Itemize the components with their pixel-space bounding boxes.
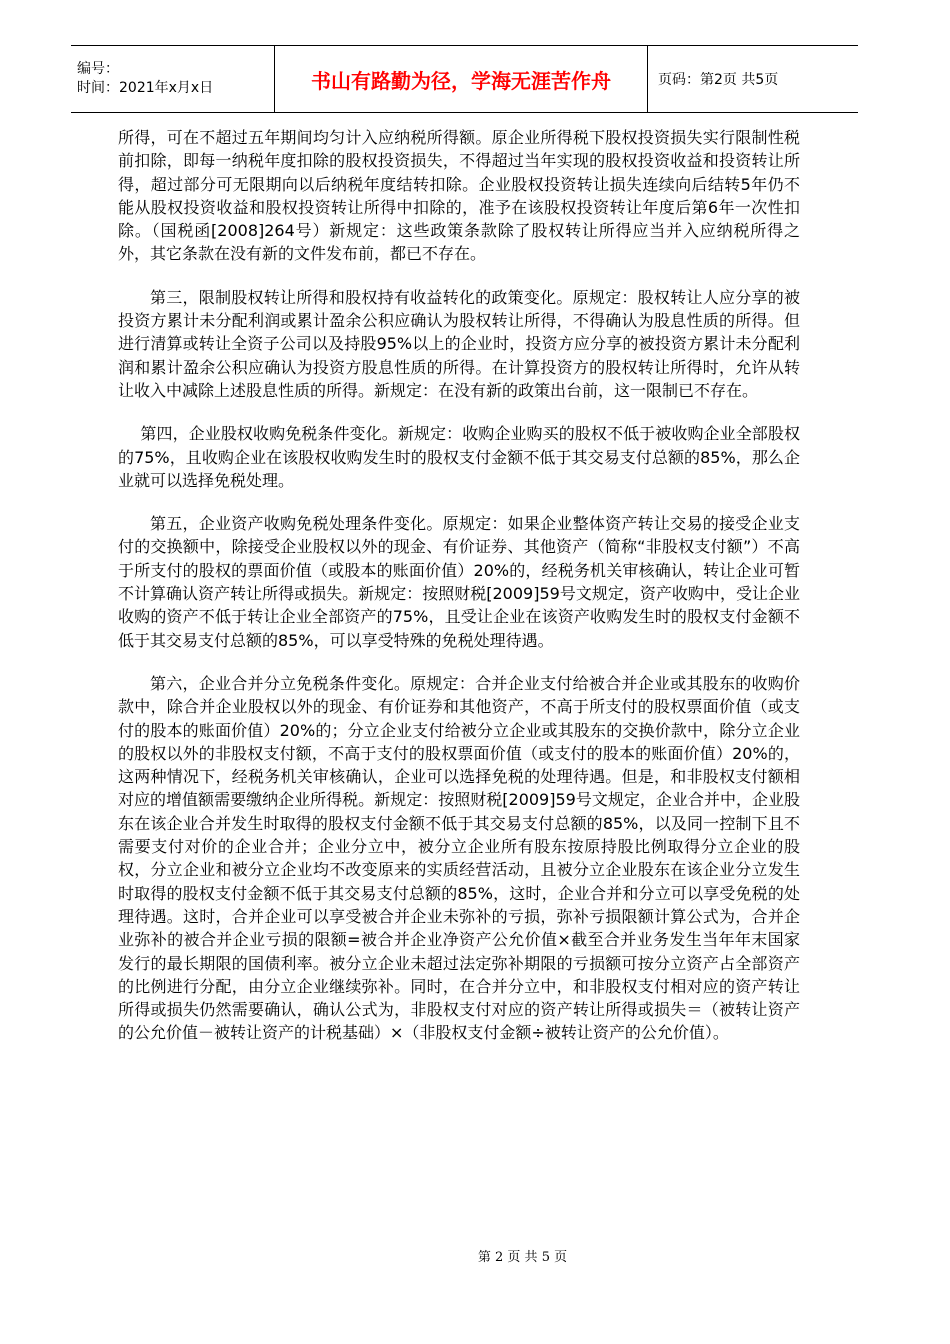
page-footer [0, 1246, 950, 1265]
header-meta [71, 46, 275, 113]
paragraph: 第三，限制股权转让所得和股权持有收益转化的政策变化。原规定：股权转让人应分享的被投资方累计未分配利润或累计盈余公积应确认为股权转让所得，不得确认为股息性质的所得。但进行清算或转让全资子公司以及持股95%以上的企业时，投资方应分享的被投资方累计未分配利润和累计盈余公积应确认为投资方股息性质的所得。在计算投资方的股权转让所得时，允许从转让收入中减除上述股息性质的所得。新规定：在没有新的政策出台前，这一限制已不存在。 [118, 287, 800, 400]
paragraph: 第六，企业合并分立免税条件变化。原规定：合并企业支付给被合并企业或其股东的收购价款中，除合并企业股权以外的现金、有价证券和其他资产，不高于所支付的股权票面价值（或支付的股本的账面价值）20%的；分立企业支付给被分立企业或其股东的交换价款中，除分立企业的股权以外的非股权支付额，不高于支付的股权票面价值（或支付的股本的账面价值）20%的，这两种情况下，经税务机关审核确认，企业可以选择免税的处理待遇。但是，和非股权支付额相对应的增值额需要缴纳企业所得税。新规定：按照财税[2009]59号文规定，企业合并中，企业股东在该企业合并发生时取得的股权支付金额不低于其交易支付总额的85%，以及同一控制下且不需要支付对价的企业合并；企业分立中，被分立企业所有股东按原持股比例取得分立企业的股权，分立企业和被分立企业均不改变原来的实质经营活动，且被分立企业股东在该企业分立发生时取得的股权支付金额不低于其交易支付总额的85%，这时，企业合并和分立可以享受免税的处理待遇。这时，合并企业可以享受被合并企业未弥补的亏损，弥补亏损限额计算公式为，合并企业弥补的被合并企业亏损的限额=被合并企业净资产公允价值×截至合并业务发生当年年末国家发行的最长期限的国债利率。被分立企业未超过法定弥补期限的亏损额可按分立资产占全部资产的比例进行分配，由分立企业继续弥补。同时，在合并分立中，和非股权支付相对应的资产转让所得或损失仍然需要确认，确认公式为，非股权支付对应的资产转让所得或损失＝（被转让资产的公允价值－被转让资产的计税基础）×（非股权支付金额÷被转让资产的公允价值）。 [118, 673, 800, 1043]
header-motto: 书山有路勤为径，学海无涯苦作舟 [275, 46, 648, 113]
paragraph: 第四，企业股权收购免税条件变化。新规定：收购企业购买的股权不低于被收购企业全部股权的75%，且收购企业在该股权收购发生时的股权支付金额不低于其交易支付总额的85%，那么企业就可以选择免税处理。 [118, 424, 800, 490]
paragraph: 第五，企业资产收购免税处理条件变化。原规定：如果企业整体资产转让交易的接受企业支付的交换额中，除接受企业股权以外的现金、有价证券、其他资产（简称“非股权支付额”）不高于所支付的股权的票面价值（或股本的账面价值）20%的，经税务机关审核确认，转让企业可暂不计算确认资产转让所得或损失。新规定：按照财税[2009]59号文规定，资产收购中，受让企业收购的资产不低于转让企业全部资产的75%，且受让企业在该资产收购发生时的股权支付金额不低于其交易支付总额的85%，可以享受特殊的免税处理待遇。 [118, 514, 800, 650]
header-page-info: 页码：第2页 共5页 [648, 46, 859, 113]
footer-page-number: 第 2 页 共 5 页 [477, 1250, 568, 1265]
document-body [118, 126, 800, 1065]
page-header [71, 45, 858, 113]
paragraph: 所得，可在不超过五年期间均匀计入应纳税所得额。原企业所得税下股权投资损失实行限制性税前扣除，即每一纳税年度扣除的股权投资损失，不得超过当年实现的股权投资收益和投资转让所得，超过部分可无限期向以后纳税年度结转扣除。企业股权投资转让损失连续向后结转5年仍不能从股权投资收益和股权投资转让所得中扣除的，准予在该股权投资转让年度后第6年一次性扣除。（国税函[2008]264号）新规定：这些政策条款除了股权转让所得应当并入应纳税所得之外，其它条款在没有新的文件发布前，都已不存在。 [118, 128, 800, 264]
document-time-label: 时间：2021年x月x日 [77, 80, 214, 96]
document-number-label: 编号： [77, 61, 119, 77]
